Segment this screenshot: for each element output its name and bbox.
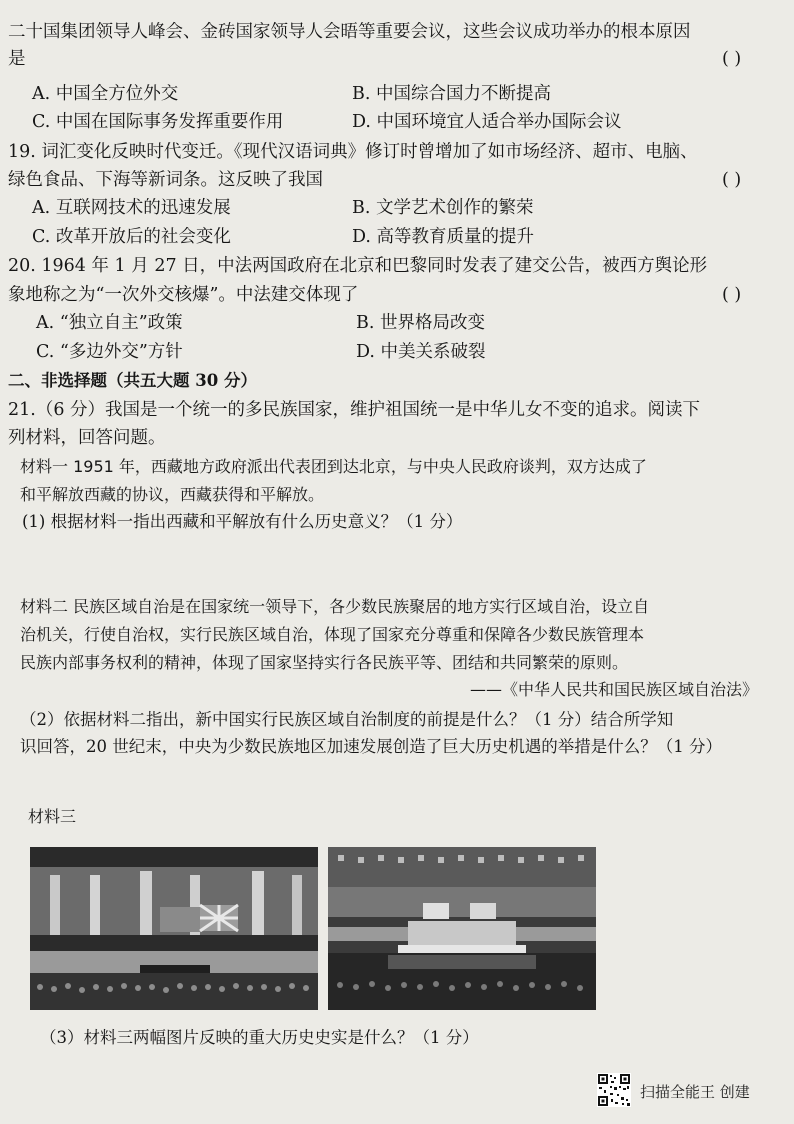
q18-answer-blank: ( ) — [722, 49, 742, 69]
q20-option-b: B. 世界格局改变 — [356, 313, 485, 333]
sub-question-2-line1: （2）依据材料二指出，新中国实行民族区域自治制度的前提是什么？（1 分）结合所学知 — [20, 710, 674, 729]
material2-source: ——《中华人民共和国民族区域自治法》 — [470, 680, 759, 699]
q19-option-d: D. 高等教育质量的提升 — [352, 227, 535, 247]
q19-option-a: A. 互联网技术的迅速发展 — [32, 198, 231, 218]
q20-stem-line1: 20. 1964 年 1 月 27 日，中法两国政府在北京和巴黎同时发表了建交公告，被西方舆论形 — [8, 256, 708, 276]
material2-line2: 治机关，行使自治权，实行民族区域自治，体现了国家充分尊重和保障各少数民族管理本 — [20, 625, 645, 644]
q20-option-a: A. “独立自主”政策 — [36, 313, 183, 333]
material3-label: 材料三 — [28, 807, 77, 826]
q21-intro-line2: 列材料，回答问题。 — [8, 428, 166, 448]
q19-option-c: C. 改革开放后的社会变化 — [32, 227, 231, 247]
q19-stem-line2: 绿色食品、下海等新词条。这反映了我国 — [8, 170, 323, 190]
q20-stem-line2: 象地称之为“一次外交核爆”。中法建交体现了 — [8, 285, 359, 305]
q18-option-a: A. 中国全方位外交 — [32, 84, 179, 104]
q18-option-c: C. 中国在国际事务发挥重要作用 — [32, 112, 284, 132]
material2-line3: 民族内部事务权利的精神，体现了国家坚持实行各民族平等、团结和共同繁荣的原则。 — [20, 653, 629, 672]
q21-intro-line1: 21.（6 分）我国是一个统一的多民族国家，维护祖国统一是中华儿女不变的追求。阅读下 — [8, 400, 701, 420]
material1-line1: 材料一 1951 年，西藏地方政府派出代表团到达北京，与中央人民政府谈判，双方达成了 — [20, 457, 647, 476]
sub-question-3: （3）材料三两幅图片反映的重大历史史实是什么？（1 分） — [40, 1028, 479, 1047]
sub-question-1: (1) 根据材料一指出西藏和平解放有什么历史意义？（1 分） — [22, 512, 463, 531]
q18-option-d: D. 中国环境宜人适合举办国际会议 — [352, 112, 622, 132]
q20-option-c: C. “多边外交”方针 — [36, 342, 183, 362]
photo-hall-ceremony — [328, 847, 596, 1010]
material1-line2: 和平解放西藏的协议，西藏获得和平解放。 — [20, 485, 325, 504]
q18-stem-line2: 是 — [8, 49, 26, 69]
q19-stem-line1: 19. 词汇变化反映时代变迁。《现代汉语词典》修订时曾增加了如市场经济、超市、电脑、 — [8, 142, 698, 162]
qr-code-icon — [597, 1073, 631, 1107]
q18-stem-line1: 二十国集团领导人峰会、金砖国家领导人会晤等重要会议，这些会议成功举办的根本原因 — [8, 22, 691, 42]
q20-answer-blank: ( ) — [722, 285, 742, 305]
sub-question-2-line2: 识回答，20 世纪末，中央为少数民族地区加速发展创造了巨大历史机遇的举措是什么？（1 分） — [20, 737, 722, 756]
section-heading: 二、非选择题（共五大题 30 分） — [8, 371, 257, 390]
material2-line1: 材料二 民族区域自治是在国家统一领导下，各少数民族聚居的地方实行区域自治，设立自 — [20, 597, 650, 616]
q19-answer-blank: ( ) — [722, 170, 742, 190]
photo-handover-ceremony — [30, 847, 318, 1010]
scanner-watermark: 扫描全能王 创建 — [640, 1083, 750, 1101]
q19-option-b: B. 文学艺术创作的繁荣 — [352, 198, 534, 218]
q18-option-b: B. 中国综合国力不断提高 — [352, 84, 551, 104]
q20-option-d: D. 中美关系破裂 — [356, 342, 486, 362]
